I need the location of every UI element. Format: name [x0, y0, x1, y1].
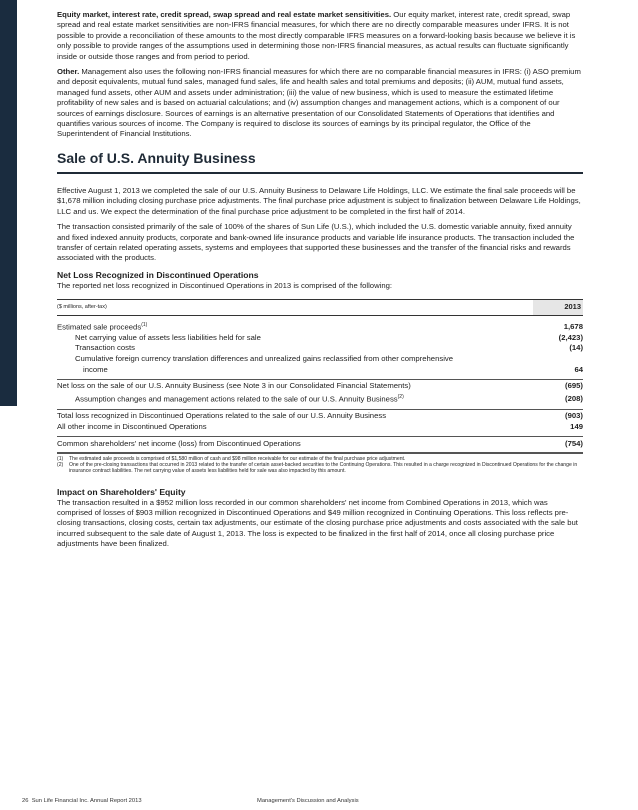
net-loss-table	[57, 299, 583, 454]
page-content	[57, 10, 583, 550]
row-value: (695)	[533, 380, 583, 392]
sensitivities-lead: Equity market, interest rate, credit spread, swap spread and real estate market sensitivities.	[57, 10, 392, 19]
footnote	[57, 462, 583, 475]
net-loss-subtext: The reported net loss recognized in Discontinued Operations in 2013 is comprised of the following:	[57, 280, 393, 290]
table-header-row	[57, 300, 583, 316]
footnote-number: (2)	[57, 462, 64, 469]
table-total-row	[57, 437, 583, 453]
row-label: Net carrying value of assets less liabilities held for sale	[75, 332, 261, 342]
row-label: All other income in Discontinued Operations	[57, 421, 207, 431]
footer-section-title: Management's Discussion and Analysis	[257, 798, 359, 804]
row-value: (2,423)	[558, 332, 583, 342]
page-number: 26	[22, 798, 29, 804]
units-label: ($ millions, after-tax)	[57, 300, 533, 316]
footnote-number: (1)	[57, 455, 64, 462]
sensitivities-paragraph	[57, 10, 583, 62]
page-footer	[22, 798, 359, 804]
footnote-text: The estimated sale proceeds is comprised of $1,580 million of cash and $98 million receivable for our estimate of the final purchase price adjustment.	[69, 455, 406, 462]
table-row	[57, 333, 583, 344]
sale-paragraph-1: Effective August 1, 2013 we completed the sale of our U.S. Annuity Business to Delaware Life Holdings, LLC. We estimate the final sale proceeds will be $1,678 million including closing purchase price adjustments. The final purchase price adjustment is subject to finalization between Delaware Life Holdings, LLC and us. We expect the determination of the final purchase price adjustment to be completed in the first half of 2014.	[57, 185, 581, 216]
section-title: Sale of U.S. Annuity Business	[57, 150, 583, 174]
row-label: Cumulative foreign currency translation differences and unrealized gains reclassified from other comprehensive	[75, 354, 454, 364]
row-value: (14)	[569, 343, 583, 353]
other-paragraph	[57, 67, 583, 140]
other-lead: Other.	[57, 67, 80, 77]
table-row	[57, 392, 583, 405]
row-label: Net loss on the sale of our U.S. Annuity Business (see Note 3 in our Consolidated Financial Statements)	[57, 380, 533, 392]
row-value: 64	[574, 364, 583, 374]
footnote-ref: (2)	[397, 393, 404, 400]
table-row	[57, 380, 583, 392]
row-value: (903)	[533, 410, 583, 422]
sidebar-band	[0, 0, 17, 406]
impact-paragraph: The transaction resulted in a $952 million loss recorded in our common shareholders' net income from Combined Operations in 2013, which was comprised of losses of $903 million recognized in Discontinued Operations and $49 million recognized in Continuing Operations. This loss reflects pre-closing transactions, closing costs, certain tax adjustments, our estimate of the closing purchase price adjustments and costs associated with the sale but incurred subsequent to the sale date of August 1, 2013. The loss is expected to be finalized in the first half of 2014, once all closing purchase price adjustments have been finalized.	[57, 497, 578, 549]
row-label-cont: income	[83, 364, 108, 374]
row-value: (208)	[565, 394, 583, 404]
row-label: Assumption changes and management actions related to the sale of our U.S. Annuity Business	[75, 394, 398, 404]
row-value: 1,678	[563, 322, 583, 332]
table-row	[57, 354, 583, 375]
footnote-text: One of the pre-closing transactions that occurred in 2013 related to the transfer of certain asset-backed securities to the Continuing Operations. This resulted in a charge recognized in Discontinued Operations for the change in insurance contract liabilities. The net carrying value of assets less liabilities held for sale was also impacted by this amount.	[69, 462, 578, 475]
table-row	[57, 410, 583, 422]
sensitivities-text: Our equity market, interest rate, credit spread, swap spread and real estate market sensitivities are non-IFRS financial measures, for which there are no directly comparable measures under IFRS. It is not possible to provide a reconciliation of these amounts to the most directly comparable IFRS measures on a forward-looking basis because we believe it is only possible to provide ranges of the assumptions used in determining those non-IFRS financial measures, as actual results can fluctuate significantly inside or outside those ranges and from period to period.	[57, 10, 576, 61]
year-header: 2013	[533, 300, 583, 316]
row-value: (754)	[533, 437, 583, 453]
footnotes	[57, 456, 583, 475]
row-label: Estimated sale proceeds	[57, 322, 142, 332]
row-label: Total loss recognized in Discontinued Operations related to the sale of our U.S. Annuity Business	[57, 410, 533, 422]
footer-report-title: Sun Life Financial Inc. Annual Report 2013	[31, 798, 142, 804]
net-loss-heading: Net Loss Recognized in Discontinued Operations	[57, 269, 259, 280]
row-label: Transaction costs	[75, 343, 135, 353]
row-label: Common shareholders' net income (loss) from Discontinued Operations	[57, 437, 533, 453]
sale-paragraph-2: The transaction consisted primarily of the sale of 100% of the shares of Sun Life (U.S.), which included the U.S. domestic variable annuity, fixed annuity and fixed indexed annuity products, corporate and bank-owned life insurance products and variable life insurance products. The transaction included the transfer of certain related operating assets, systems and employees that supported these businesses and the transfer of the financial risks and rewards associated with the products.	[57, 222, 575, 263]
other-text: Management also uses the following non-IFRS financial measures for which there are no comparable financial measures in IFRS: (i) ASO premium and deposit equivalents, mutual fund sales, managed fund sales, life and health sales and total premiums and deposits; (ii) AUM, mutual fund assets, managed fund assets, other AUM and assets under administration; (iii) the value of new business, which is used to measure the estimated lifetime profitability of new sales and is based on actuarial calculations; and (iv) assumption changes and management actions, which is a component of our sources of earnings disclosure. Sources of earnings is an alternative presentation of our Consolidated Statements of Operations that identifies and quantifies various sources of income. The Company is required to disclose its sources of earnings by its principal regulator, the Office of the Superintendent of Financial Institutions.	[57, 67, 581, 139]
table-row	[57, 320, 583, 333]
row-value: 149	[570, 421, 583, 431]
table-row	[57, 422, 583, 433]
footnote-ref: (1)	[141, 321, 148, 328]
impact-heading: Impact on Shareholders' Equity	[57, 486, 186, 497]
table-row	[57, 343, 583, 354]
